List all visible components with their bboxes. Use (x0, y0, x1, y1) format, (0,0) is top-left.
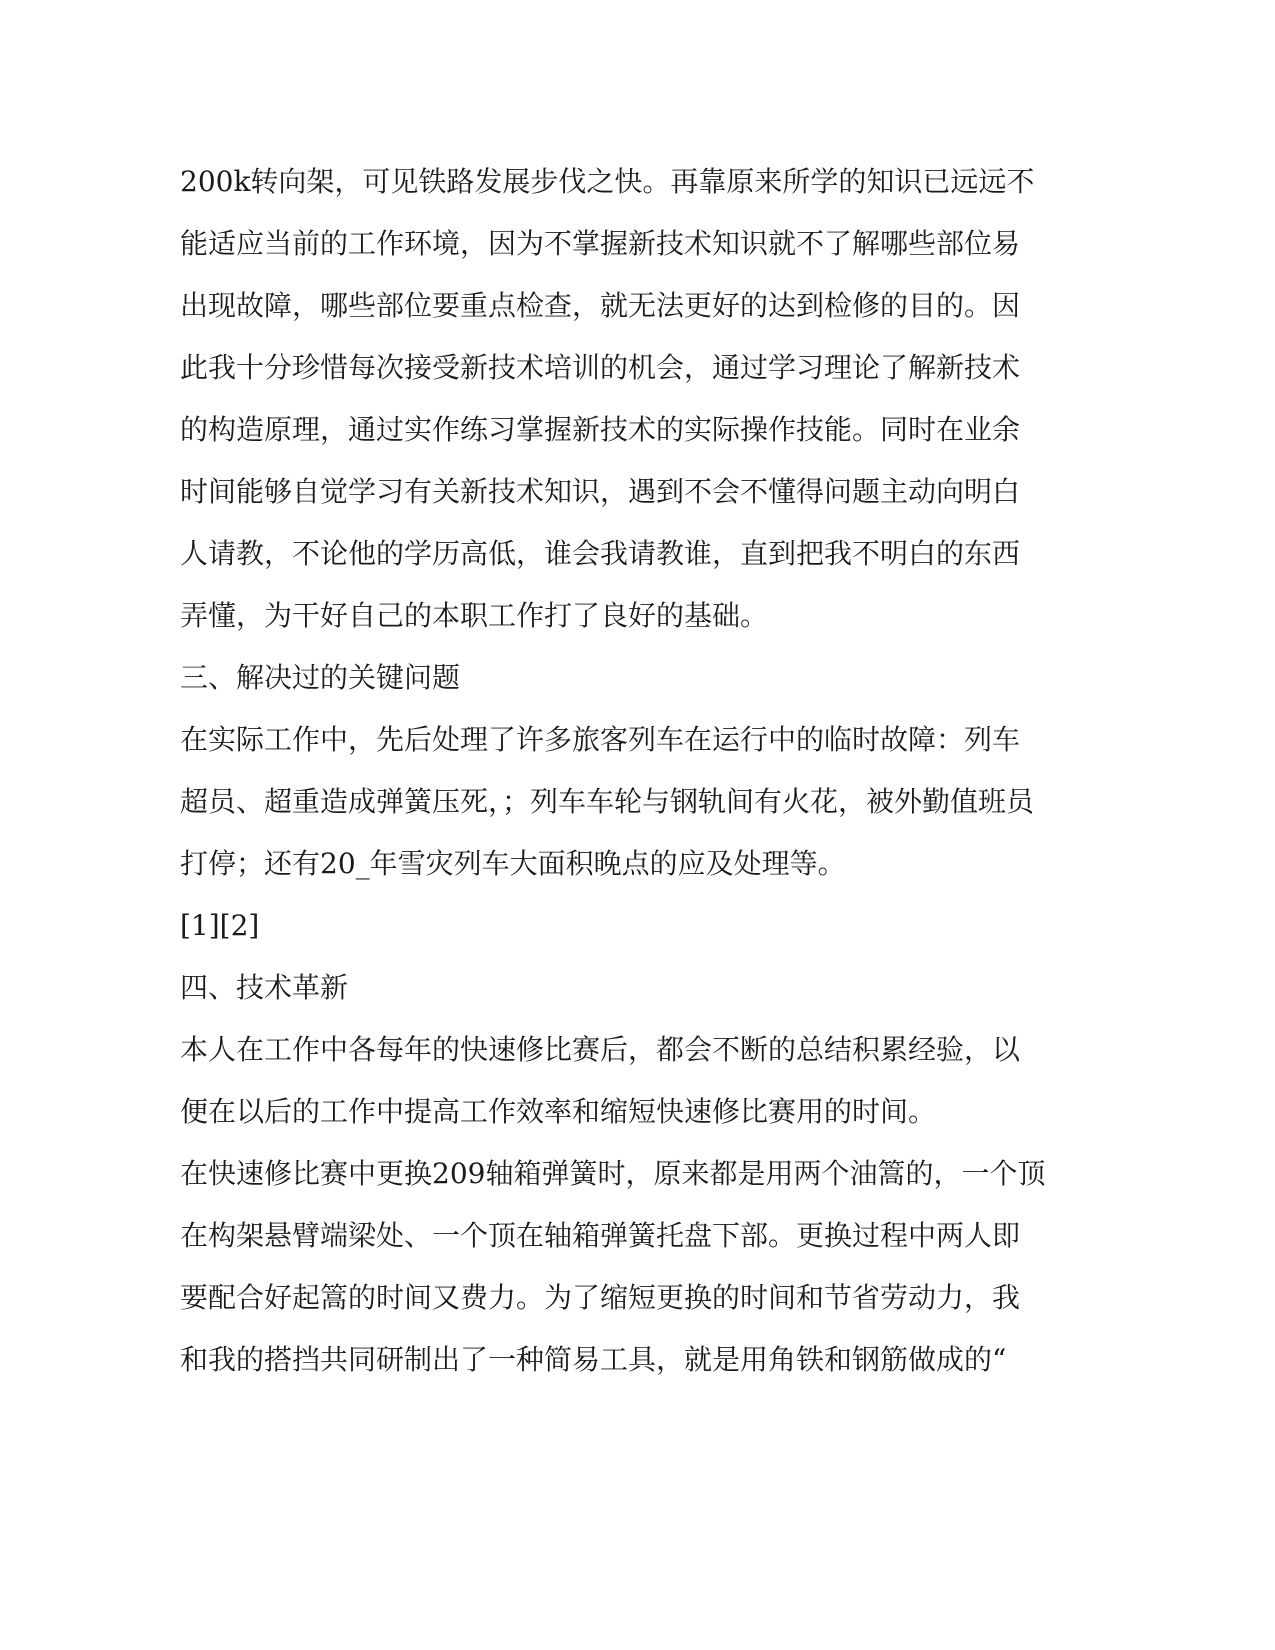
text-line: 弄懂，为干好自己的本职工作打了良好的基础。 (180, 599, 769, 632)
text-line: 时间能够自觉学习有关新技术知识，遇到不会不懂得问题主动向明白 (180, 475, 1021, 508)
section-heading: 四、技术革新 (180, 971, 349, 1004)
text-line: 200k转向架，可见铁路发展步伐之快。再靠原来所学的知识已远远不 (180, 165, 1035, 198)
text-line: 便在以后的工作中提高工作效率和缩短快速修比赛用的时间。 (180, 1095, 937, 1128)
text-line: 本人在工作中各每年的快速修比赛后，都会不断的总结积累经验，以 (180, 1033, 1021, 1066)
text-line: 出现故障，哪些部位要重点检查，就无法更好的达到检修的目的。因 (180, 289, 1021, 322)
section-heading: 三、解决过的关键问题 (180, 661, 461, 694)
text-line: 要配合好起篙的时间又费力。为了缩短更换的时间和节省劳动力，我 (180, 1281, 1021, 1314)
text-line: 在快速修比赛中更换209轴箱弹簧时，原来都是用两个油篙的，一个顶 (180, 1157, 1046, 1190)
text-line: 在构架悬臂端梁处、一个顶在轴箱弹簧托盘下部。更换过程中两人即 (180, 1219, 1021, 1252)
text-line: 此我十分珍惜每次接受新技术培训的机会，通过学习理论了解新技术 (180, 351, 1021, 384)
text-line: 和我的搭挡共同研制出了一种简易工具，就是用角铁和钢筋做成的“ (180, 1343, 1007, 1376)
text-line: 超员、超重造成弹簧压死，；列车车轮与钢轨间有火花，被外勤值班员 (180, 785, 1035, 818)
text-line: 人请教，不论他的学历高低，谁会我请教谁，直到把我不明白的东西 (180, 537, 1021, 570)
text-line: 打停；还有20_年雪灾列车大面积晚点的应及处理等。 (180, 847, 846, 880)
text-line: 在实际工作中，先后处理了许多旅客列车在运行中的临时故障：列车 (180, 723, 1021, 756)
page-links[interactable]: [1][2] (180, 909, 260, 942)
text-line: 能适应当前的工作环境，因为不掌握新技术知识就不了解哪些部位易 (180, 227, 1021, 260)
text-line: 的构造原理，通过实作练习掌握新技术的实际操作技能。同时在业余 (180, 413, 1021, 446)
